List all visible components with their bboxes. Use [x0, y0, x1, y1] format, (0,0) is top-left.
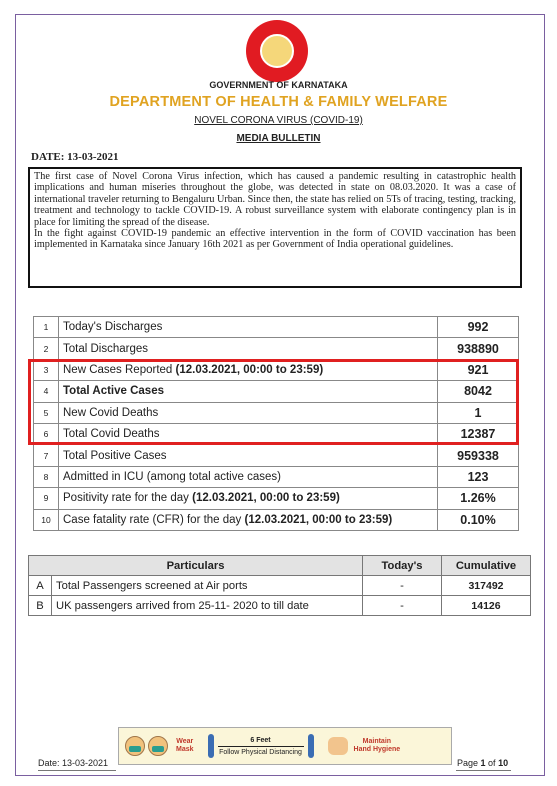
- row-label-text: Case fatality rate (CFR) for the day: [63, 513, 245, 526]
- karnataka-emblem-icon: [246, 20, 308, 82]
- row-label: Total Passengers screened at Air ports: [52, 576, 363, 596]
- row-date-range: (12.03.2021, 00:00 to 23:59): [175, 363, 324, 376]
- row-value: 0.10%: [438, 509, 519, 530]
- person-icon: [308, 734, 314, 758]
- row-number: 6: [34, 423, 59, 444]
- row-number: 3: [34, 359, 59, 380]
- distancing-label: Follow Physical Distancing: [219, 748, 302, 756]
- row-label: [59, 445, 438, 466]
- mask-label-2: Mask: [176, 746, 194, 753]
- footer-date: Date: 13-03-2021: [38, 758, 109, 768]
- page-current: 1: [480, 758, 486, 768]
- row-cumulative: 317492: [442, 576, 531, 596]
- footer-divider: [456, 770, 511, 771]
- row-value: 123: [438, 466, 519, 487]
- table-row: [34, 509, 519, 530]
- page-of: of: [485, 758, 499, 768]
- intro-paragraph-2: In the fight against COVID-19 pandemic an effective intervention in the form of COVID vaccination has been implemented in Karnataka since January 16th 2021 as per Government of India operational guidelines.: [34, 228, 516, 251]
- row-id: B: [29, 596, 52, 616]
- mask-group: [119, 728, 194, 764]
- row-label-text: Total Covid Deaths: [63, 428, 160, 441]
- row-label-text: Positivity rate for the day: [63, 492, 193, 505]
- passenger-table: [28, 555, 531, 616]
- row-number: 1: [34, 317, 59, 338]
- table-row: [34, 488, 519, 509]
- row-today: -: [363, 596, 442, 616]
- hygiene-label-1: Maintain: [362, 738, 392, 745]
- row-label-text: New Covid Deaths: [63, 406, 159, 419]
- row-number: 4: [34, 381, 59, 402]
- arrow-line: [218, 746, 304, 747]
- col-today: Today's: [363, 556, 442, 576]
- subject-heading: NOVEL CORONA VIRUS (COVID-19): [194, 115, 363, 126]
- row-value: 12387: [438, 423, 519, 444]
- hygiene-label-2: Hand Hygiene: [353, 746, 401, 753]
- row-label: [59, 466, 438, 487]
- bulletin-date: DATE: 13-03-2021: [31, 151, 119, 163]
- row-value: 921: [438, 359, 519, 380]
- page-prefix: Page: [457, 758, 481, 768]
- table-row: [34, 338, 519, 359]
- safety-banner: [118, 727, 452, 765]
- government-heading: GOVERNMENT OF KARNATAKA: [209, 80, 348, 90]
- page-number: [457, 758, 508, 768]
- media-bulletin-heading: MEDIA BULLETIN: [236, 133, 321, 144]
- row-date-range: (12.03.2021, 00:00 to 23:59): [192, 492, 340, 505]
- distance-label: 6 Feet: [250, 736, 271, 744]
- row-label: UK passengers arrived from 25-11- 2020 to till date: [52, 596, 363, 616]
- row-today: -: [363, 576, 442, 596]
- row-label-text: Total Discharges: [63, 342, 149, 355]
- distancing-group: [208, 728, 314, 764]
- row-label: [59, 509, 438, 530]
- table-row: [29, 576, 531, 596]
- row-number: 7: [34, 445, 59, 466]
- table-row: [34, 466, 519, 487]
- hand-wash-icon: [328, 737, 348, 755]
- row-label-text: Total Positive Cases: [63, 449, 167, 462]
- col-particulars: Particulars: [29, 556, 363, 576]
- row-label-text: Total Active Cases: [63, 385, 164, 398]
- row-value: 938890: [438, 338, 519, 359]
- row-date-range: (12.03.2021, 00:00 to 23:59): [244, 513, 393, 526]
- row-value: 1: [438, 402, 519, 423]
- row-label-text: New Cases Reported: [63, 363, 176, 376]
- row-number: 8: [34, 466, 59, 487]
- row-label-text: Admitted in ICU (among total active cases): [63, 470, 281, 483]
- footer-divider: [38, 770, 116, 771]
- intro-paragraph-1: The first case of Novel Corona Virus infection, which has caused a pandemic resulting in catastrophic health implications and human miseries throughout the globe, was detected in state on 08.03.2020. It was a case of international traveler returning to Bengaluru Urban. Since then, the state has relied on 5Ts of tracing, testing, tracking, treatment and technology to tackle COVID-19. A robust surveillance system with elaborate contingency plan is in place for limiting the spread of the disease.: [34, 171, 516, 228]
- row-label: [59, 488, 438, 509]
- intro-box: [28, 167, 522, 288]
- col-cumulative: Cumulative: [442, 556, 531, 576]
- row-label: [59, 338, 438, 359]
- row-number: 5: [34, 402, 59, 423]
- row-number: 2: [34, 338, 59, 359]
- hygiene-group: [328, 728, 401, 764]
- row-number: 9: [34, 488, 59, 509]
- masked-face-icon: [148, 736, 168, 756]
- row-label: [59, 317, 438, 338]
- row-value: 992: [438, 317, 519, 338]
- table-row: [29, 596, 531, 616]
- row-number: 10: [34, 509, 59, 530]
- row-value: 8042: [438, 381, 519, 402]
- highlight-box: [28, 359, 519, 445]
- row-value: 959338: [438, 445, 519, 466]
- row-value: 1.26%: [438, 488, 519, 509]
- row-id: A: [29, 576, 52, 596]
- masked-face-icon: [125, 736, 145, 756]
- person-icon: [208, 734, 214, 758]
- mask-label-1: Wear: [176, 738, 194, 745]
- table-row: [34, 317, 519, 338]
- row-label-text: Today's Discharges: [63, 321, 163, 334]
- department-title: DEPARTMENT OF HEALTH & FAMILY WELFARE: [109, 94, 448, 110]
- page-total: 10: [498, 758, 509, 768]
- table-row: [34, 445, 519, 466]
- row-cumulative: 14126: [442, 596, 531, 616]
